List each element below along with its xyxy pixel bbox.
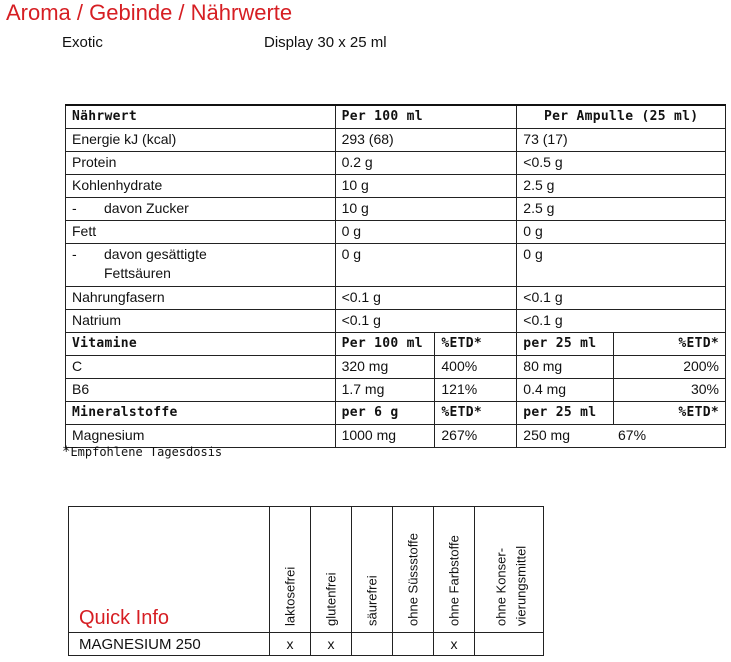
table-row [66, 310, 726, 333]
mineral-etd: 267% [435, 425, 517, 448]
row-value-ampulle: 2.5 g [517, 175, 726, 198]
quick-info-title: Quick Info [79, 607, 170, 629]
header-per-100ml: Per 100 ml [335, 333, 435, 356]
page-title: Aroma / Gebinde / Nährwerte [6, 0, 293, 25]
header-etd: %ETD* [614, 402, 726, 425]
vitamin-etd: 30% [614, 379, 726, 402]
table-row [66, 175, 726, 198]
vitamin-name: C [66, 356, 336, 379]
row-value-ampulle: 2.5 g [517, 198, 726, 221]
col-label-line2: vierungsmittel [513, 545, 529, 626]
header-per-6g: per 6 g [335, 402, 435, 425]
row-label: Kohlenhydrate [66, 175, 336, 198]
row-label: Energie kJ (kcal) [66, 129, 336, 152]
vitamin-etd: 121% [435, 379, 517, 402]
vitamin-per-100ml: 320 mg [335, 356, 435, 379]
mark-laktosefrei: x [270, 633, 311, 656]
row-value-100ml: 10 g [335, 175, 517, 198]
footnote-star: * [62, 444, 71, 460]
table-row [66, 356, 726, 379]
col-label: laktosefrei [282, 566, 298, 626]
header-per-ampulle: Per Ampulle (25 ml) [517, 105, 726, 129]
footnote [62, 444, 222, 460]
col-ohne-konservierungsmittel [475, 507, 544, 633]
dash: - [72, 246, 77, 262]
row-label: Fett [66, 221, 336, 244]
header-per-100ml: Per 100 ml [335, 105, 517, 129]
col-label: ohne Farbstoffe [446, 535, 462, 626]
sub-label-line2: Fettsäuren [104, 265, 171, 281]
table-row [66, 129, 726, 152]
table-row [66, 287, 726, 310]
row-value-ampulle: 0 g [517, 244, 726, 287]
row-value-ampulle: 73 (17) [517, 129, 726, 152]
header-per-25ml: per 25 ml [517, 402, 614, 425]
col-label: säurefrei [364, 575, 380, 626]
header-mineralstoffe: Mineralstoffe [66, 402, 336, 425]
mark-ohne-konservierungsmittel [475, 633, 544, 656]
header-vitamine: Vitamine [66, 333, 336, 356]
vitamin-etd: 400% [435, 356, 517, 379]
aroma-value: Exotic [62, 34, 103, 51]
quick-info-table [68, 506, 544, 656]
vitamins-header-row [66, 333, 726, 356]
table-row [66, 244, 726, 287]
row-label: Nahrungfasern [66, 287, 336, 310]
dash: - [72, 200, 77, 216]
mineral-per-25ml-cell [517, 425, 726, 448]
row-value-ampulle: <0.1 g [517, 310, 726, 333]
row-value-ampulle: <0.5 g [517, 152, 726, 175]
mark-glutenfrei: x [311, 633, 352, 656]
footnote-text: Empfohlene Tagesdosis [70, 445, 223, 459]
row-value-100ml: 10 g [335, 198, 517, 221]
header-per-25ml: per 25 ml [517, 333, 614, 356]
row-label: Natrium [66, 310, 336, 333]
mark-ohne-suessstoffe [393, 633, 434, 656]
mineral-name: Magnesium [66, 425, 336, 448]
vitamin-etd: 200% [614, 356, 726, 379]
col-ohne-suessstoffe [393, 507, 434, 633]
row-label-sub [66, 198, 336, 221]
nutrition-header-row [66, 105, 726, 129]
col-laktosefrei [270, 507, 311, 633]
header-etd: %ETD* [614, 333, 726, 356]
product-name: MAGNESIUM 250 [69, 633, 270, 656]
header-etd: %ETD* [435, 333, 517, 356]
col-ohne-farbstoffe [434, 507, 475, 633]
row-value-100ml: 0.2 g [335, 152, 517, 175]
row-value-100ml: 293 (68) [335, 129, 517, 152]
table-row [66, 221, 726, 244]
nutrition-table [65, 104, 726, 448]
quick-info-title-cell [69, 507, 270, 633]
row-value-ampulle: <0.1 g [517, 287, 726, 310]
col-saeurefrei [352, 507, 393, 633]
sub-label-line1: davon gesättigte [104, 246, 207, 262]
header-naehrwert: Nährwert [66, 105, 336, 129]
row-label-sub [66, 244, 336, 287]
row-value-100ml: <0.1 g [335, 310, 517, 333]
mark-ohne-farbstoffe: x [434, 633, 475, 656]
header-etd: %ETD* [435, 402, 517, 425]
quick-info-product-row [69, 633, 544, 656]
table-row [66, 152, 726, 175]
sub-label-multiline [104, 245, 207, 283]
row-value-100ml: <0.1 g [335, 287, 517, 310]
vitamin-per-100ml: 1.7 mg [335, 379, 435, 402]
col-glutenfrei [311, 507, 352, 633]
vitamin-name: B6 [66, 379, 336, 402]
col-label: ohne Süssstoffe [405, 533, 421, 626]
mineral-per-25ml: 250 mg [523, 427, 570, 443]
row-label: Protein [66, 152, 336, 175]
minerals-header-row [66, 402, 726, 425]
quick-info-header-row [69, 507, 544, 633]
col-label-line1: ohne Konser- [493, 547, 509, 626]
row-value-ampulle: 0 g [517, 221, 726, 244]
row-value-100ml: 0 g [335, 244, 517, 287]
vitamin-per-25ml: 80 mg [517, 356, 614, 379]
mineral-per-6g: 1000 mg [335, 425, 435, 448]
table-row [66, 379, 726, 402]
sub-label: davon Zucker [104, 200, 189, 216]
table-row [66, 198, 726, 221]
mark-saeurefrei [352, 633, 393, 656]
mineral-etd: 67% [618, 427, 647, 443]
col-label: glutenfrei [323, 572, 339, 626]
row-value-100ml: 0 g [335, 221, 517, 244]
gebinde-value: Display 30 x 25 ml [264, 34, 387, 51]
vitamin-per-25ml: 0.4 mg [517, 379, 614, 402]
